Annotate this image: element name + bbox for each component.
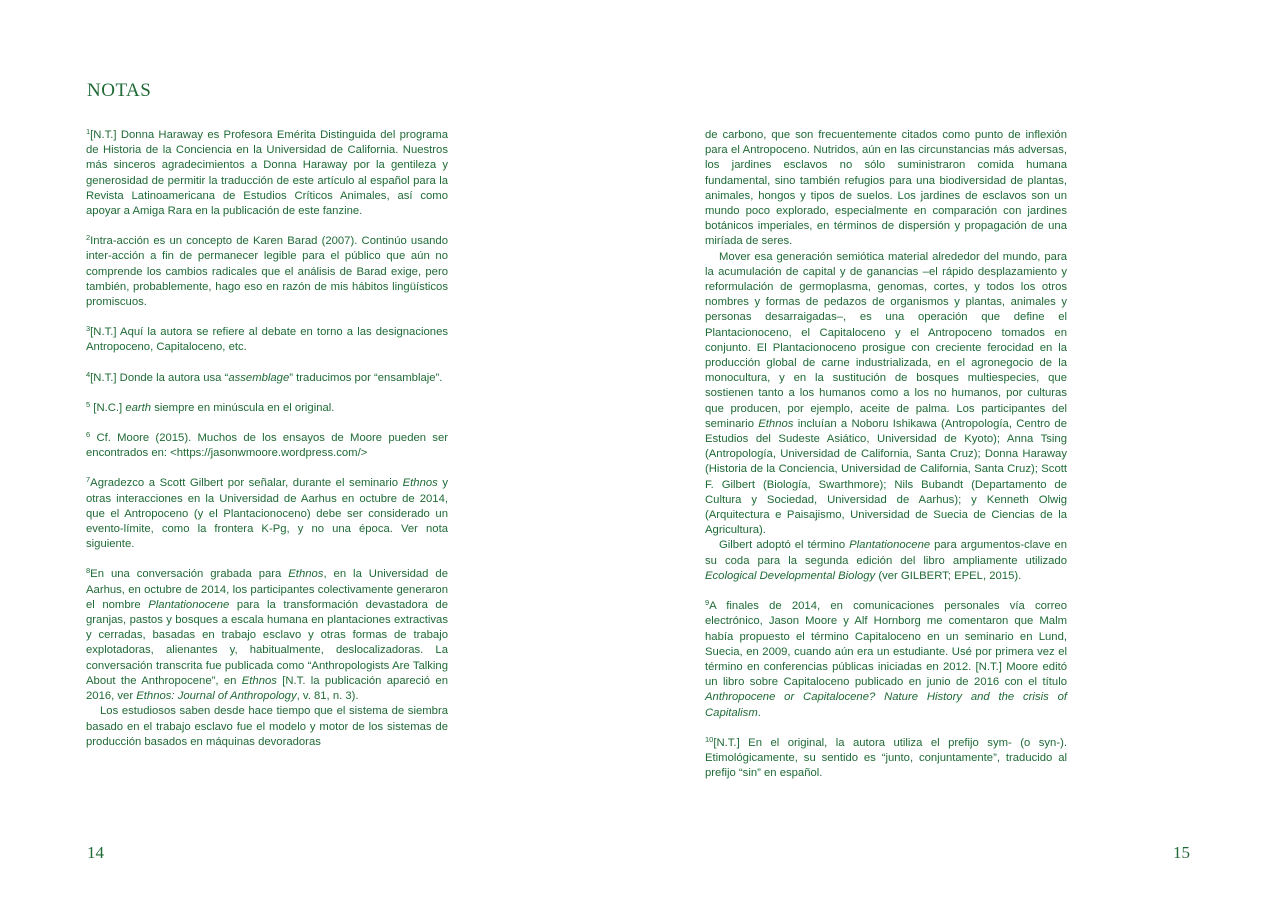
italic-text: Ethnos <box>758 417 794 430</box>
italic-text: assemblage <box>228 371 290 384</box>
footnote-paragraph <box>86 401 448 416</box>
page-number-right: 15 <box>1173 843 1190 862</box>
footnote-paragraph <box>86 431 448 461</box>
note-8-continuation <box>705 128 1067 584</box>
italic-text: Plantationocene <box>148 598 230 611</box>
footnote-paragraph <box>86 476 448 552</box>
footnote-4 <box>86 371 448 386</box>
italic-text: Plantationocene <box>849 539 931 552</box>
footnote-10 <box>705 736 1067 782</box>
page-number-left: 14 <box>87 843 104 862</box>
footnote-paragraph <box>86 128 448 219</box>
footnote-1 <box>86 128 448 219</box>
text-run: [N.T.] Aquí la autora se refiere al debate en torno a las designaciones Antropoceno, Capitaloceno, etc. <box>86 326 448 354</box>
continuation-paragraph <box>705 128 1067 250</box>
text-run: [N.T.] Donna Haraway es Profesora Emérita Distinguida del programa de Historia de la Conciencia en la Universidad de California. Nuestros más sinceros agradecimientos a Donna Haraway por la gentileza y generosidad de permitir la traducción de este artículo al español para la Revista Latinoamericana de Estudios Críticos Animales, así como apoyar a Amiga Rara en la publicación de este fanzine. <box>86 129 448 218</box>
footnote-3 <box>86 325 448 355</box>
footnote-number: 7 <box>86 475 91 485</box>
footnote-paragraph <box>86 371 448 386</box>
text-run: , v. 81, n. 3). <box>296 690 359 703</box>
text-run: para la transformación devastadora de granjas, pastos y bosques a escala humana en plantaciones extractivas y cerradas, basadas en trabajo esclavo y otras formas de trabajo explotadoras, alienantes y, habitualmente, deslocalizadoras. La conversación transcrita fue publicada como “Anthropologists Are Talking About the Anthropocene”, en <box>86 598 449 687</box>
text-run: Mover esa generación semiótica material alrededor del mundo, para la acumulación de capital y de ganancias –el rápido desplazamiento y reformulación de germoplasma, genomas, cortes, y todos los otros nombres y formas de pedazos de organismos y plantas, animales y personas desarraigadas–, es una operación que define el Plantacionoceno, el Capitaloceno y el Antropoceno tomados en conjunto. El Plantacionoceno prosigue con creciente ferocidad en la producción global de carne industrializada, en el agronegocio de la monocultura, y en la sustitución de bosques multiespecies, que sostienen tanto a los humanos como a los no humanos, por culturas que producen, por ejemplo, aceite de palma. Los participantes del seminario <box>705 250 1067 430</box>
right-column <box>705 128 1067 796</box>
text-run: [N.T. la publicación apareció en 2016, ver <box>86 674 448 703</box>
text-run: ” traducimos por “ensamblaje”. <box>289 371 443 384</box>
text-run: Gilbert adoptó el término <box>719 539 850 552</box>
text-run: y otras interacciones en la Universidad de Aarhus en octubre de 2014, que el Antropoceno (y el Plantacionoceno) debe ser considerado un evento-límite, como la frontera K-Pg, y no una época. Ver nota siguiente. <box>86 477 449 551</box>
italic-text: Anthropocene or Capitalocene? Nature History and the crisis of Capitalism <box>705 691 1067 719</box>
italic-text: Ethnos <box>288 568 324 581</box>
text-run: Cf. Moore (2015). Muchos de los ensayos de Moore pueden ser encontrados en: <https://jasonwmoore.wordpress.com/> <box>86 432 448 460</box>
footnote-7 <box>86 476 448 552</box>
footnote-number: 9 <box>705 598 710 608</box>
footnote-number: 10 <box>705 734 714 744</box>
text-run: [N.T.] Donde la autora usa “ <box>90 371 229 384</box>
text-run: siempre en minúscula en el original. <box>151 401 335 414</box>
continuation-paragraph <box>705 250 1067 539</box>
text-run: [N.T.] En el original, la autora utiliza el prefijo sym- (o syn-). Etimológicamente, su sentido es “junto, conjuntamente”, traducido al prefijo “sin” en español. <box>705 736 1067 780</box>
text-run: Intra-acción es un concepto de Karen Barad (2007). Continúo usando inter-acción a fin de permanecer legible para el público que aún no comprende los cambios radicales que el análisis de Barad exige, pero también, probablemente, hago eso en razón de mis hábitos lingüísticos promiscuos. <box>86 235 448 309</box>
footnote-paragraph <box>86 567 448 704</box>
footnote-number: 3 <box>86 324 91 334</box>
text-run: A finales de 2014, en comunicaciones personales vía correo electrónico, Jason Moore y Alf Hornborg me comentaron que Malm había propuesto el término Capitaloceno en un seminario en Lund, Suecia, en 2009, cuando aún era un estudiante. Usé por primera vez el término en conferencias públicas iniciadas en 2012. [N.T.] Moore editó un libro sobre Capitaloceno publicado en junio de 2016 con el título <box>705 600 1067 689</box>
footnote-8 <box>86 567 448 749</box>
footnote-number: 1 <box>86 127 91 136</box>
footnote-6 <box>86 431 448 461</box>
notes-heading: NOTAS <box>87 80 152 101</box>
footnote-paragraph <box>86 234 448 310</box>
continuation-paragraph <box>705 538 1067 584</box>
footnote-number: 5 <box>86 399 91 409</box>
footnote-number: 8 <box>86 566 91 576</box>
footnote-5 <box>86 401 448 416</box>
text-run: En una conversación grabada para <box>90 568 289 581</box>
right-notes <box>705 599 1067 781</box>
text-run: . <box>757 706 761 719</box>
footnote-9 <box>705 599 1067 721</box>
italic-text: Ethnos <box>241 674 277 687</box>
footnote-paragraph <box>705 599 1067 721</box>
italic-text: Ethnos <box>402 477 438 490</box>
text-run: de carbono, que son frecuentemente citados como punto de inflexión para el Antropoceno. Nutridos, aún en las circunstancias más adversas, los jardines esclavos no sólo suministraron comida humana fundamental, sino también refugios para una biodiversidad de plantas, animales, hongos y tipos de suelos. Los jardines de esclavos son un mundo poco explorado, especialmente en comparación con jardines botánicos imperiales, en términos de dispersión y propagación de una miríada de seres. <box>705 129 1067 248</box>
text-run: Los estudiosos saben desde hace tiempo que el sistema de siembra basado en el trabajo esclavo fue el modelo y motor de los sistemas de producción basados en máquinas devoradoras <box>86 705 448 748</box>
footnote-paragraph <box>705 736 1067 782</box>
footnote-number: 6 <box>86 430 91 440</box>
text-run: , en la Universidad de Aarhus, en octubre de 2014, los participantes colectivamente generaron el nombre <box>86 568 448 611</box>
left-column <box>86 128 448 765</box>
italic-text: Ecological Developmental Biology <box>705 569 876 582</box>
text-run: Agradezco a Scott Gilbert por señalar, durante el seminario <box>90 477 403 490</box>
footnote-number: 2 <box>86 233 91 243</box>
text-run: incluían a Noboru Ishikawa (Antropología, Centro de Estudios del Sudeste Asiático, Universidad de Kyoto); Anna Tsing (Antropología, Universidad de California, Santa Cruz); Donna Haraway (Historia de la Conciencia, Universidad de California, Santa Cruz); Scott F. Gilbert (Biología, Swarthmore); Nils Bubandt (Departamento de Cultura y Sociedad, Universidad de Aarhus); y Kenneth Olwig (Arquitectura e Paisajismo, Universidad de Suecia de Ciencias de la Agricultura). <box>705 417 1067 537</box>
text-run: [N.C.] <box>90 401 126 414</box>
text-run: para argumentos-clave en su coda para la segunda edición del libro ampliamente utilizado <box>705 539 1067 567</box>
italic-text: Ethnos: Journal of Anthropology <box>136 690 297 703</box>
italic-text: earth <box>125 401 152 414</box>
text-run: (ver GILBERT; EPEL, 2015). <box>875 569 1022 582</box>
footnote-paragraph <box>86 325 448 355</box>
footnote-paragraph <box>86 704 448 750</box>
footnote-2 <box>86 234 448 310</box>
footnote-number: 4 <box>86 369 91 379</box>
